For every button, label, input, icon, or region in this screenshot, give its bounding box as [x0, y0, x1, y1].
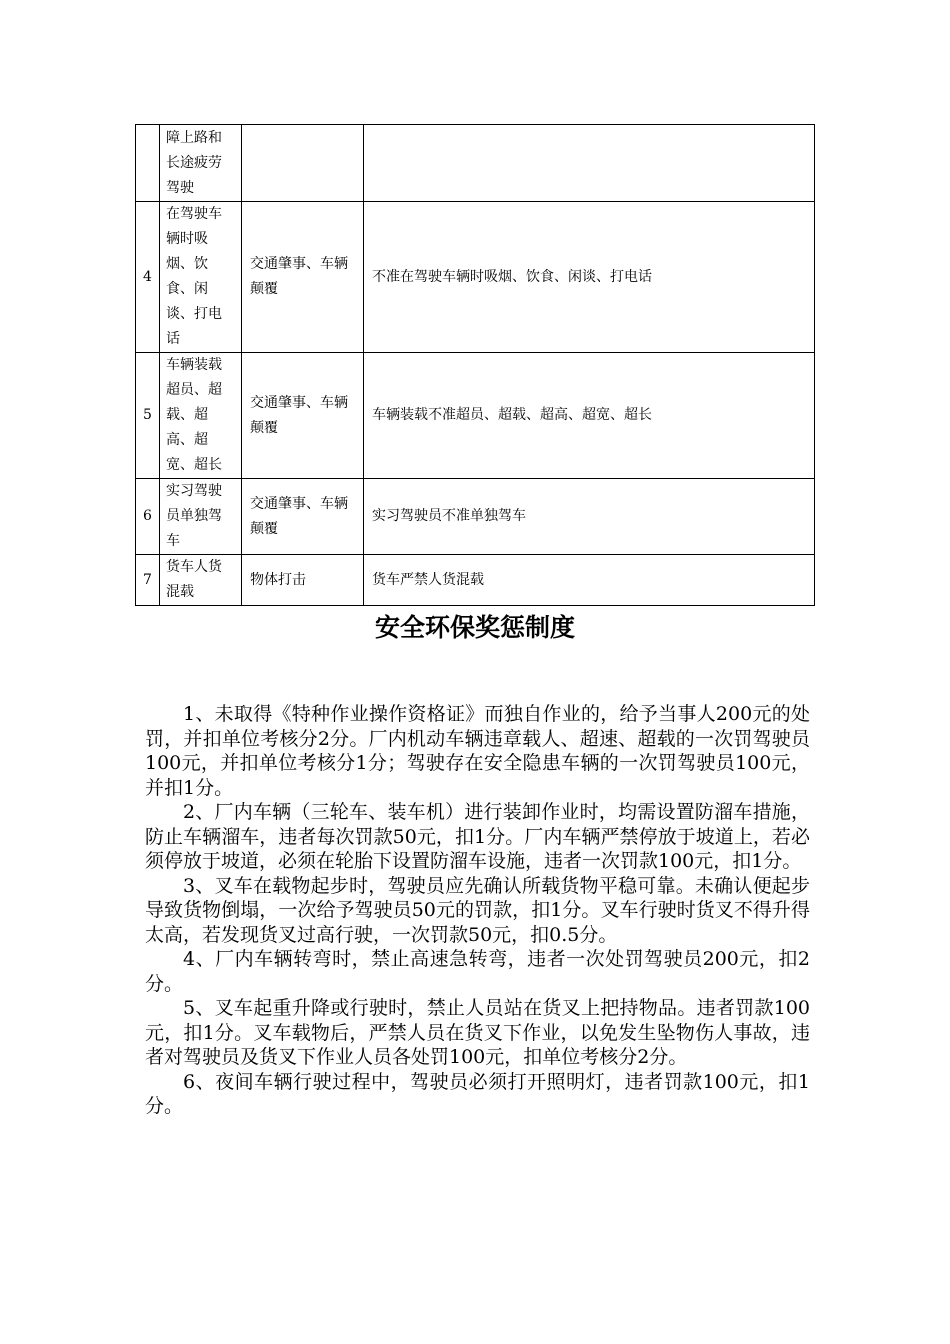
rule-paragraph: 1、未取得《特种作业操作资格证》而独自作业的，给予当事人200元的处罚，并扣单位考核分2分。厂内机动车辆违章载人、超速、超载的一次罚驾驶员100元，并扣单位考核分1分；驾驶存在安全隐患车辆的一次罚驾驶员100元，并扣1分。 — [145, 703, 810, 799]
rule-paragraph: 5、叉车起重升降或行驶时，禁止人员站在货叉上把持物品。违者罚款100元，扣1分。叉车载物后，严禁人员在货叉下作业，以免发生坠物伤人事故，违者对驾驶员及货叉下作业人员各处罚100元，扣单位考核分2分。 — [145, 997, 810, 1068]
hazard-cell: 障上路和长途疲劳驾驶 — [160, 125, 242, 202]
hazard-cell: 货车人货混载 — [160, 555, 242, 606]
table-row — [136, 479, 815, 555]
consequence-cell: 交通肇事、车辆颠覆 — [242, 353, 364, 479]
table-row — [136, 125, 815, 202]
hazard-table — [135, 124, 815, 606]
rule-paragraph: 6、夜间车辆行驶过程中，驾驶员必须打开照明灯，违者罚款100元，扣1分。 — [145, 1070, 810, 1117]
rule-paragraph: 4、厂内车辆转弯时，禁止高速急转弯，违者一次处罚驾驶员200元，扣2分。 — [145, 948, 810, 995]
hazard-cell: 实习驾驶员单独驾车 — [160, 479, 242, 555]
consequence-cell — [242, 125, 364, 202]
measure-cell: 货车严禁人货混载 — [364, 555, 815, 606]
row-number — [136, 125, 160, 202]
measure-cell: 不准在驾驶车辆时吸烟、饮食、闲谈、打电话 — [364, 202, 815, 353]
row-number: 5 — [136, 353, 160, 479]
table-row — [136, 202, 815, 353]
consequence-cell: 交通肇事、车辆颠覆 — [242, 202, 364, 353]
rule-paragraph: 3、叉车在载物起步时，驾驶员应先确认所载货物平稳可靠。未确认便起步导致货物倒塌，一次给予驾驶员50元的罚款，扣1分。叉车行驶时货叉不得升得太高，若发现货叉过高行驶，一次罚款50元，扣0.5分。 — [145, 874, 810, 946]
row-number: 6 — [136, 479, 160, 555]
table-row — [136, 555, 815, 606]
row-number: 4 — [136, 202, 160, 353]
measure-cell: 车辆装载不准超员、超载、超高、超宽、超长 — [364, 353, 815, 479]
consequence-cell: 物体打击 — [242, 555, 364, 606]
row-number: 7 — [136, 555, 160, 606]
table-row — [136, 353, 815, 479]
page-title: 安全环保奖惩制度 — [374, 613, 575, 642]
rule-paragraph: 2、厂内车辆（三轮车、装车机）进行装卸作业时，均需设置防溜车措施，防止车辆溜车，违者每次罚款50元，扣1分。厂内车辆严禁停放于坡道上，若必须停放于坡道，必须在轮胎下设置防溜车设施，违者一次罚款100元，扣1分。 — [145, 801, 810, 872]
hazard-cell: 车辆装载超员、超载、超高、超宽、超长 — [160, 353, 242, 479]
measure-cell: 实习驾驶员不准单独驾车 — [364, 479, 815, 555]
consequence-cell: 交通肇事、车辆颠覆 — [242, 479, 364, 555]
measure-cell — [364, 125, 815, 202]
rules-section — [145, 702, 810, 1119]
hazard-cell: 在驾驶车辆时吸烟、饮食、闲谈、打电话 — [160, 202, 242, 353]
